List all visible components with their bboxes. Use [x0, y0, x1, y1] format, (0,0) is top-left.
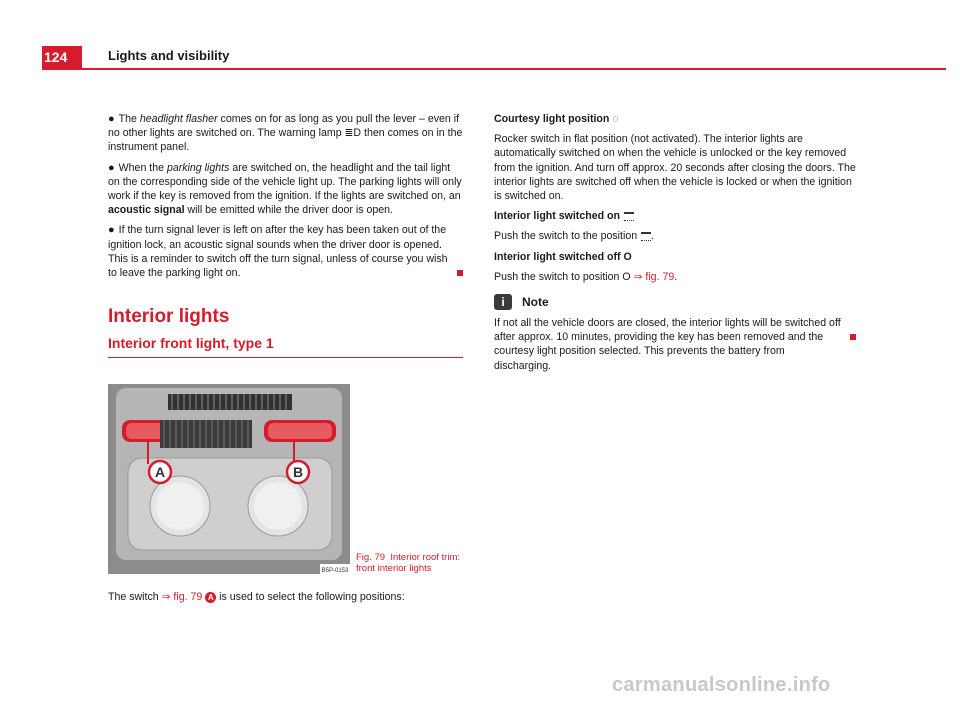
figure-caption: Fig. 79 Interior roof trim: front interior lights: [356, 552, 461, 574]
courtesy-heading: Courtesy light position ◌: [494, 113, 619, 125]
courtesy-light-icon: ◌: [609, 113, 619, 125]
bullet-icon: ●: [108, 224, 115, 237]
switch-intro: The switch ⇒ fig. 79 A is used to select the following positions:: [108, 591, 405, 603]
figure-label-b: B: [292, 464, 304, 480]
light-off-heading: Interior light switched off O: [494, 250, 632, 263]
bullet-icon: ●: [108, 161, 115, 174]
light-on-heading: Interior light switched on: [494, 209, 856, 223]
figure-label-a: A: [154, 464, 166, 480]
figure-code: B5P-0153: [321, 568, 349, 574]
chapter-title: Lights and visibility: [108, 48, 230, 63]
figure-link[interactable]: ⇒ fig. 79: [161, 591, 203, 603]
bullet-turn-signal: ● If the turn signal lever is left on after the key has been taken out of the ignition lock, an acoustic signal sounds when the driver door is opened. This is a reminder to switch off the turn signal, unless of course you wish to leave the parking light on.: [108, 223, 463, 280]
info-icon: i: [494, 294, 512, 310]
note-box: [494, 294, 856, 310]
right-column: [494, 112, 856, 379]
interior-light-icon: [641, 232, 651, 241]
bullet-parking-lights: ● When the parking lights are switched on, the headlight and the tail light on the corresponding side of the vehicle light up. The parking lights will only work if the key is removed from the ignition. If the lights are switched on, an acoustic signal will be emitted while the driver door is open.: [108, 161, 462, 217]
subsection-heading: Interior front light, type 1: [108, 336, 463, 357]
page-number: 124: [42, 46, 82, 68]
bullet-icon: ●: [108, 113, 115, 125]
section-end-icon: [850, 334, 856, 340]
courtesy-text: Rocker switch in flat position (not activated). The interior lights are automatically switched on when the vehicle is unlocked or the key removed from the ignition. And turn off approx. 20 seconds after closing the doors. The interior lights are switched off when the vehicle is locked or when the ignition is switched on.: [494, 133, 856, 203]
interior-light-icon: [624, 212, 634, 221]
bullet-headlight-flasher: ● The headlight flasher comes on for as long as you pull the lever – even if no other lights are switched on. The warning lamp ≣D then comes on in the instrument panel.: [108, 113, 463, 154]
light-off-text: Push the switch to position O ⇒ fig. 79.: [494, 270, 678, 283]
light-on-text: Push the switch to the position .: [494, 230, 655, 243]
note-title: Note: [522, 294, 549, 309]
figure-interior-light: [108, 384, 350, 574]
label-a-badge: A: [205, 592, 216, 603]
page-header: [42, 46, 946, 70]
section-heading: Interior lights: [108, 306, 230, 328]
section-end-icon: [457, 270, 463, 276]
high-beam-icon: ≣D: [344, 127, 362, 140]
watermark: carmanualsonline.info: [612, 674, 831, 696]
interior-roof-illustration: [108, 384, 350, 574]
note-text: If not all the vehicle doors are closed, the interior lights will be switched off after approx. 10 minutes, providing the key has been removed and the courtesy light position selected. This prevents the battery from discharging.: [494, 316, 856, 373]
figure-link[interactable]: ⇒ fig. 79: [633, 270, 675, 283]
left-column: [108, 112, 463, 376]
